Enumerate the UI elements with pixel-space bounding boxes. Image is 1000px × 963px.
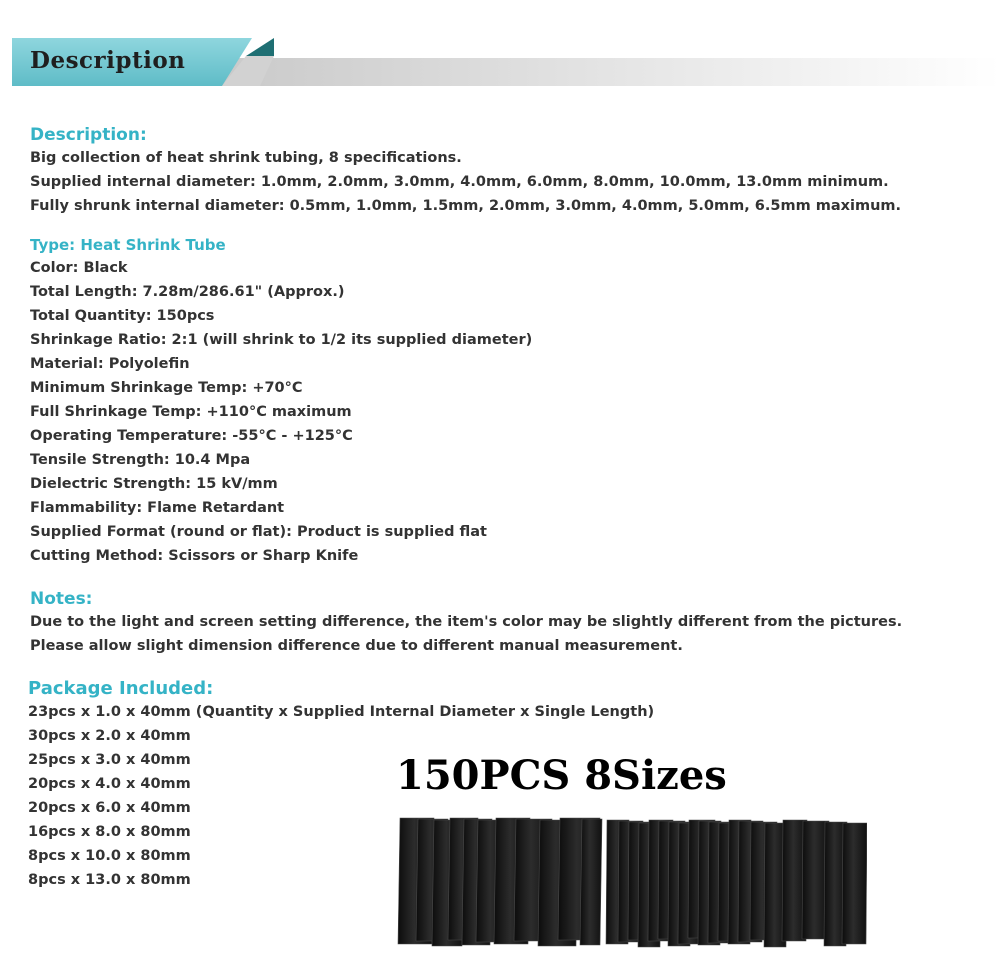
section-banner [12, 38, 1000, 86]
package-line: 23pcs x 1.0 x 40mm (Quantity x Supplied Internal Diameter x Single Length) [28, 704, 655, 720]
package-line: 8pcs x 10.0 x 80mm [28, 848, 191, 864]
spec-line: Dielectric Strength: 15 kV/mm [30, 476, 278, 492]
package-heading: Package Included: [28, 678, 214, 699]
heat-shrink-tube [842, 823, 867, 944]
notes-line: Due to the light and screen setting difference, the item's color may be slightly different from the pictures. [30, 614, 903, 630]
specs-section [30, 234, 990, 568]
package-line: 30pcs x 2.0 x 40mm [28, 728, 191, 744]
spec-line: Flammability: Flame Retardant [30, 500, 285, 516]
spec-line: Total Length: 7.28m/286.61" (Approx.) [30, 284, 345, 300]
spec-line: Full Shrinkage Temp: +110°C maximum [30, 404, 352, 420]
spec-line: Color: Black [30, 260, 128, 276]
product-image [392, 752, 867, 952]
product-image-title: 150PCS 8Sizes [396, 752, 727, 799]
package-line: 20pcs x 6.0 x 40mm [28, 800, 191, 816]
notes-line: Please allow slight dimension difference due to different manual measurement. [30, 638, 683, 654]
banner-title: Description [30, 47, 186, 74]
spec-line: Minimum Shrinkage Temp: +70°C [30, 380, 303, 396]
spec-line: Operating Temperature: -55°C - +125°C [30, 428, 353, 444]
package-line: 16pcs x 8.0 x 80mm [28, 824, 191, 840]
heat-shrink-tubes-graphic [392, 814, 867, 950]
notes-heading: Notes: [30, 589, 93, 609]
notes-section [30, 588, 990, 658]
tube-bundle-left [398, 818, 602, 946]
spec-line: Shrinkage Ratio: 2:1 (will shrink to 1/2 its supplied diameter) [30, 332, 533, 348]
package-line: 8pcs x 13.0 x 80mm [28, 872, 191, 888]
description-line: Big collection of heat shrink tubing, 8 specifications. [30, 150, 462, 166]
spec-line: Material: Polyolefin [30, 356, 190, 372]
package-line: 25pcs x 3.0 x 40mm [28, 752, 191, 768]
spec-line: Supplied Format (round or flat): Product is supplied flat [30, 524, 487, 540]
spec-line: Cutting Method: Scissors or Sharp Knife [30, 548, 359, 564]
description-line: Supplied internal diameter: 1.0mm, 2.0mm, 3.0mm, 4.0mm, 6.0mm, 8.0mm, 10.0mm, 13.0mm minimum. [30, 174, 889, 190]
package-line: 20pcs x 4.0 x 40mm [28, 776, 191, 792]
description-section [30, 124, 990, 218]
heat-shrink-tube [580, 819, 602, 945]
tube-bundle-right [606, 820, 867, 947]
description-line: Fully shrunk internal diameter: 0.5mm, 1.0mm, 1.5mm, 2.0mm, 3.0mm, 4.0mm, 5.0mm, 6.5mm maximum. [30, 198, 902, 214]
specs-heading: Type: Heat Shrink Tube [30, 236, 226, 254]
description-heading: Description: [30, 125, 147, 145]
spec-line: Total Quantity: 150pcs [30, 308, 215, 324]
spec-line: Tensile Strength: 10.4 Mpa [30, 452, 251, 468]
